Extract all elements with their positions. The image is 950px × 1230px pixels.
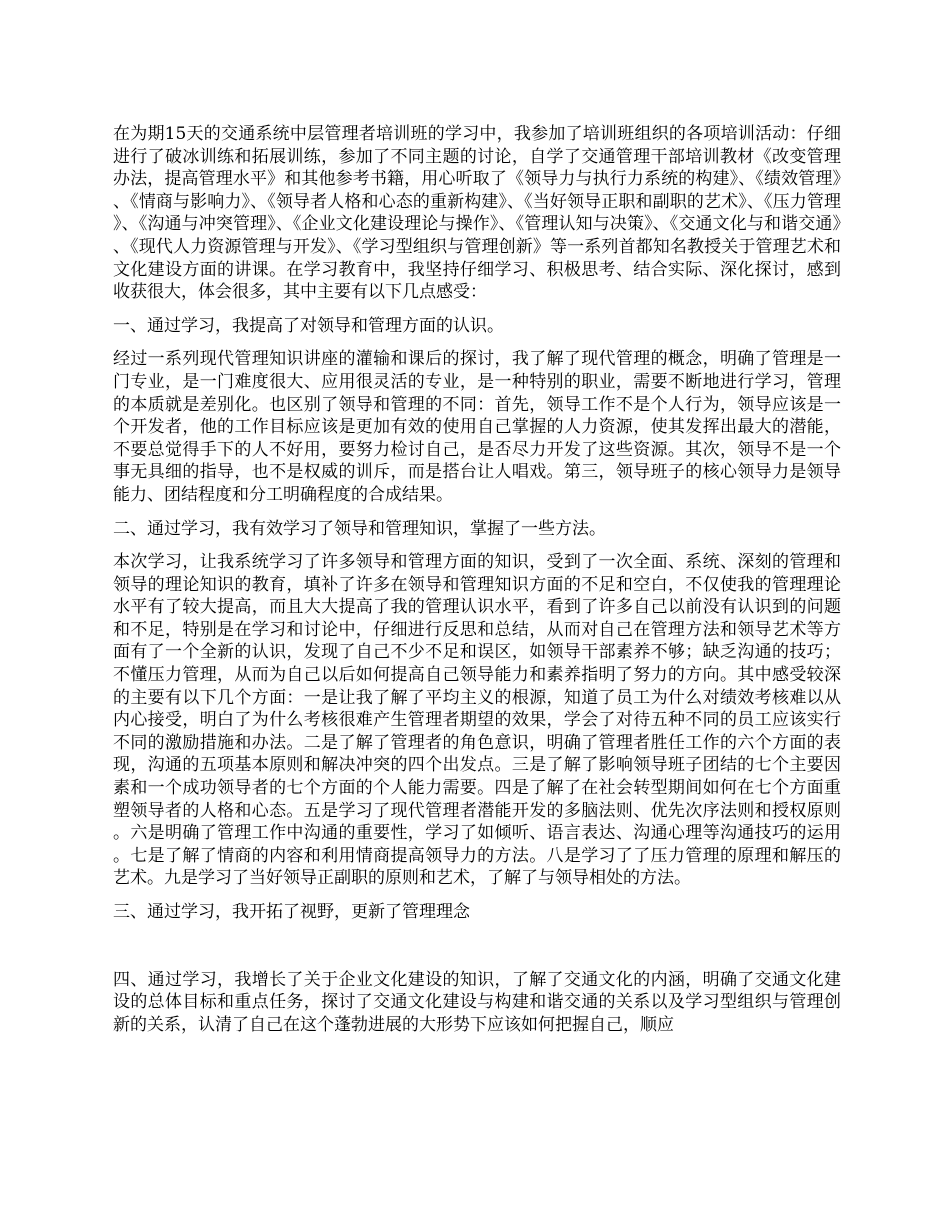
intro-paragraph: 在为期15天的交通系统中层管理者培训班的学习中，我参加了培训班组织的各项培训活动：仔细进行了破冰训练和拓展训练，参加了不同主题的讨论，自学了交通管理干部培训教材《改变管理办法，提高管理水平》和其他参考书籍，用心听取了《领导力与执行力系统的构建》、《绩效管理》、《情商与影响力》、《领导者人格和心态的重新构建》、《当好领导正职和副职的艺术》、《压力管理》、《沟通与冲突管理》、《企业文化建设理论与操作》、《管理认知与决策》、《交通文化与和谐交通》、《现代人力资源管理与开发》、《学习型组织与管理创新》等一系列首都知名教授关于管理艺术和文化建设方面的讲课。在学习教育中，我坚持仔细学习、积极思考、结合实际、深化探讨，感到收获很大，体会很多，其中主要有以下几点感受： (113, 124, 841, 303)
section-1-paragraph: 经过一系列现代管理知识讲座的灌输和课后的探讨，我了解了现代管理的概念，明确了管理是一门专业，是一门难度很大、应用很灵活的专业，是一种特别的职业，需要不断地进行学习，管理的本质就是差别化。也区别了领导和管理的不同：首先，领导工作不是个人行为，领导应该是一个开发者，他的工作目标应该是更加有效的使用自己掌握的人力资源，使其发挥出最大的潜能，不要总觉得手下的人不好用，要努力检讨自己，是否尽力开发了这些资源。其次，领导不是一个事无具细的指导，也不是权威的训斥，而是搭台让人唱戏。第三，领导班子的核心领导力是领导能力、团结程度和分工明确程度的合成结果。 (113, 349, 841, 505)
section-4-paragraph: 四、通过学习，我增长了关于企业文化建设的知识，了解了交通文化的内涵，明确了交通文化建设的总体目标和重点任务，探讨了交通文化建设与构建和谐交通的关系以及学习型组织与管理创新的关系，认清了自己在这个蓬勃进展的大形势下应该如何把握自己，顺应 (113, 969, 841, 1035)
document-body (113, 123, 841, 1047)
section-heading-1: 一、通过学习，我提高了对领导和管理方面的认识。 (113, 315, 504, 336)
section-gap (113, 935, 841, 969)
section-2-paragraph: 本次学习，让我系统学习了许多领导和管理方面的知识，受到了一次全面、系统、深刻的管理和领导的理论知识的教育，填补了许多在领导和管理知识方面的不足和空白，不仅使我的管理理论水平有了较大提高，而且大大提高了我的管理认识水平，看到了许多自己以前没有认识到的问题和不足，特别是在学习和讨论中，仔细进行反思和总结，从而对自己在管理方法和领导艺术等方面有了一个全新的认识，发现了自己不少不足和误区，如领导干部素养不够；缺乏沟通的技巧；不懂压力管理，从而为自己以后如何提高自己领导能力和素养指明了努力的方向。其中感受较深的主要有以下几个方面：一是让我了解了平均主义的根源，知道了员工为什么对绩效考核难以从内心接受，明白了为什么考核很难产生管理者期望的效果，学会了对待五种不同的员工应该实行不同的激励措施和办法。二是了解了管理者的角色意识，明确了管理者胜任工作的六个方面的表现，沟通的五项基本原则和解决冲突的四个出发点。三是了解了影响领导班子团结的七个主要因素和一个成功领导者的七个方面的个人能力需要。四是了解了在社会转型期间如何在七个方面重塑领导者的人格和心态。五是学习了现代管理者潜能开发的多脑法则、优先次序法则和授权原则。六是明确了管理工作中沟通的重要性，学习了如倾听、语言表达、沟通心理等沟通技巧的运用。七是了解了情商的内容和利用情商提高领导力的方法。八是学习了了压力管理的原理和解压的艺术。九是学习了当好领导正副职的原则和艺术，了解了与领导相处的方法。 (113, 552, 841, 889)
section-heading-2: 二、通过学习，我有效学习了领导和管理知识，掌握了一些方法。 (113, 518, 606, 539)
section-heading-3: 三、通过学习，我开拓了视野，更新了管理理念 (113, 902, 470, 922)
